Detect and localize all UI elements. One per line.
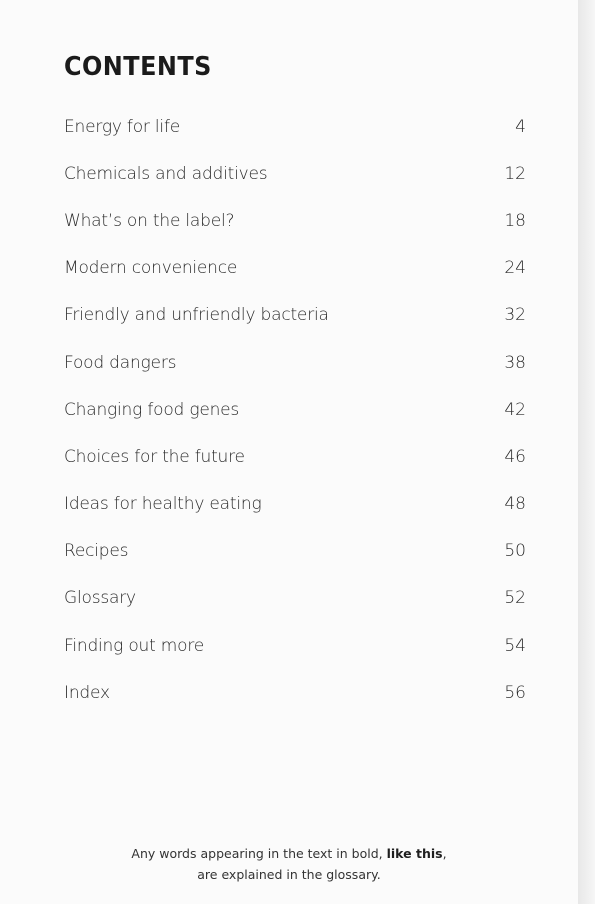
- toc-row-10: [64, 575, 526, 622]
- table-of-contents: [64, 103, 526, 716]
- toc-entry-title: Friendly and unfriendly bacteria: [64, 305, 329, 326]
- toc-row-0: [64, 103, 526, 150]
- toc-row-6: [64, 386, 526, 433]
- toc-entry-title: Food dangers: [64, 352, 177, 373]
- toc-row-2: [64, 197, 526, 244]
- toc-entry-page: 56: [504, 682, 526, 703]
- toc-row-8: [64, 481, 526, 528]
- toc-entry-title: Index: [64, 682, 110, 703]
- toc-entry-page: 50: [504, 541, 526, 562]
- glossary-note-line-1: [0, 843, 578, 864]
- toc-entry-title: Recipes: [64, 541, 129, 562]
- toc-entry-title: Ideas for healthy eating: [64, 494, 262, 515]
- toc-entry-title: What’s on the label?: [64, 210, 235, 231]
- toc-entry-title: Energy for life: [64, 116, 181, 137]
- toc-entry-title: Glossary: [64, 588, 136, 609]
- toc-row-3: [64, 245, 526, 292]
- toc-row-5: [64, 339, 526, 386]
- toc-entry-title: Choices for the future: [64, 446, 245, 467]
- toc-entry-page: 52: [504, 588, 526, 609]
- toc-entry-title: Modern convenience: [64, 258, 238, 279]
- page-edge: [578, 0, 595, 904]
- note-text-comma: ,: [442, 846, 447, 861]
- note-bold-example: like this: [386, 846, 443, 861]
- toc-entry-page: 12: [504, 163, 526, 184]
- toc-entry-title: Chemicals and additives: [64, 163, 268, 184]
- toc-row-4: [64, 292, 526, 339]
- note-text: Any words appearing in the text in bold,: [131, 846, 387, 861]
- toc-row-12: [64, 669, 526, 716]
- toc-entry-page: 42: [504, 399, 526, 420]
- toc-entry-page: 32: [504, 305, 526, 326]
- page-title: CONTENTS: [64, 52, 212, 82]
- glossary-note: [0, 843, 578, 885]
- toc-row-7: [64, 433, 526, 480]
- toc-entry-page: 48: [504, 494, 526, 515]
- toc-entry-page: 46: [504, 446, 526, 467]
- toc-row-9: [64, 528, 526, 575]
- toc-row-1: [64, 150, 526, 197]
- toc-row-11: [64, 622, 526, 669]
- toc-entry-page: 38: [504, 352, 526, 373]
- glossary-note-line-2: are explained in the glossary.: [197, 867, 381, 882]
- toc-entry-title: Changing food genes: [64, 399, 240, 420]
- toc-entry-page: 54: [504, 635, 526, 656]
- toc-entry-title: Finding out more: [64, 635, 205, 656]
- toc-entry-page: 24: [504, 258, 526, 279]
- toc-entry-page: 4: [515, 116, 526, 137]
- toc-entry-page: 18: [504, 210, 526, 231]
